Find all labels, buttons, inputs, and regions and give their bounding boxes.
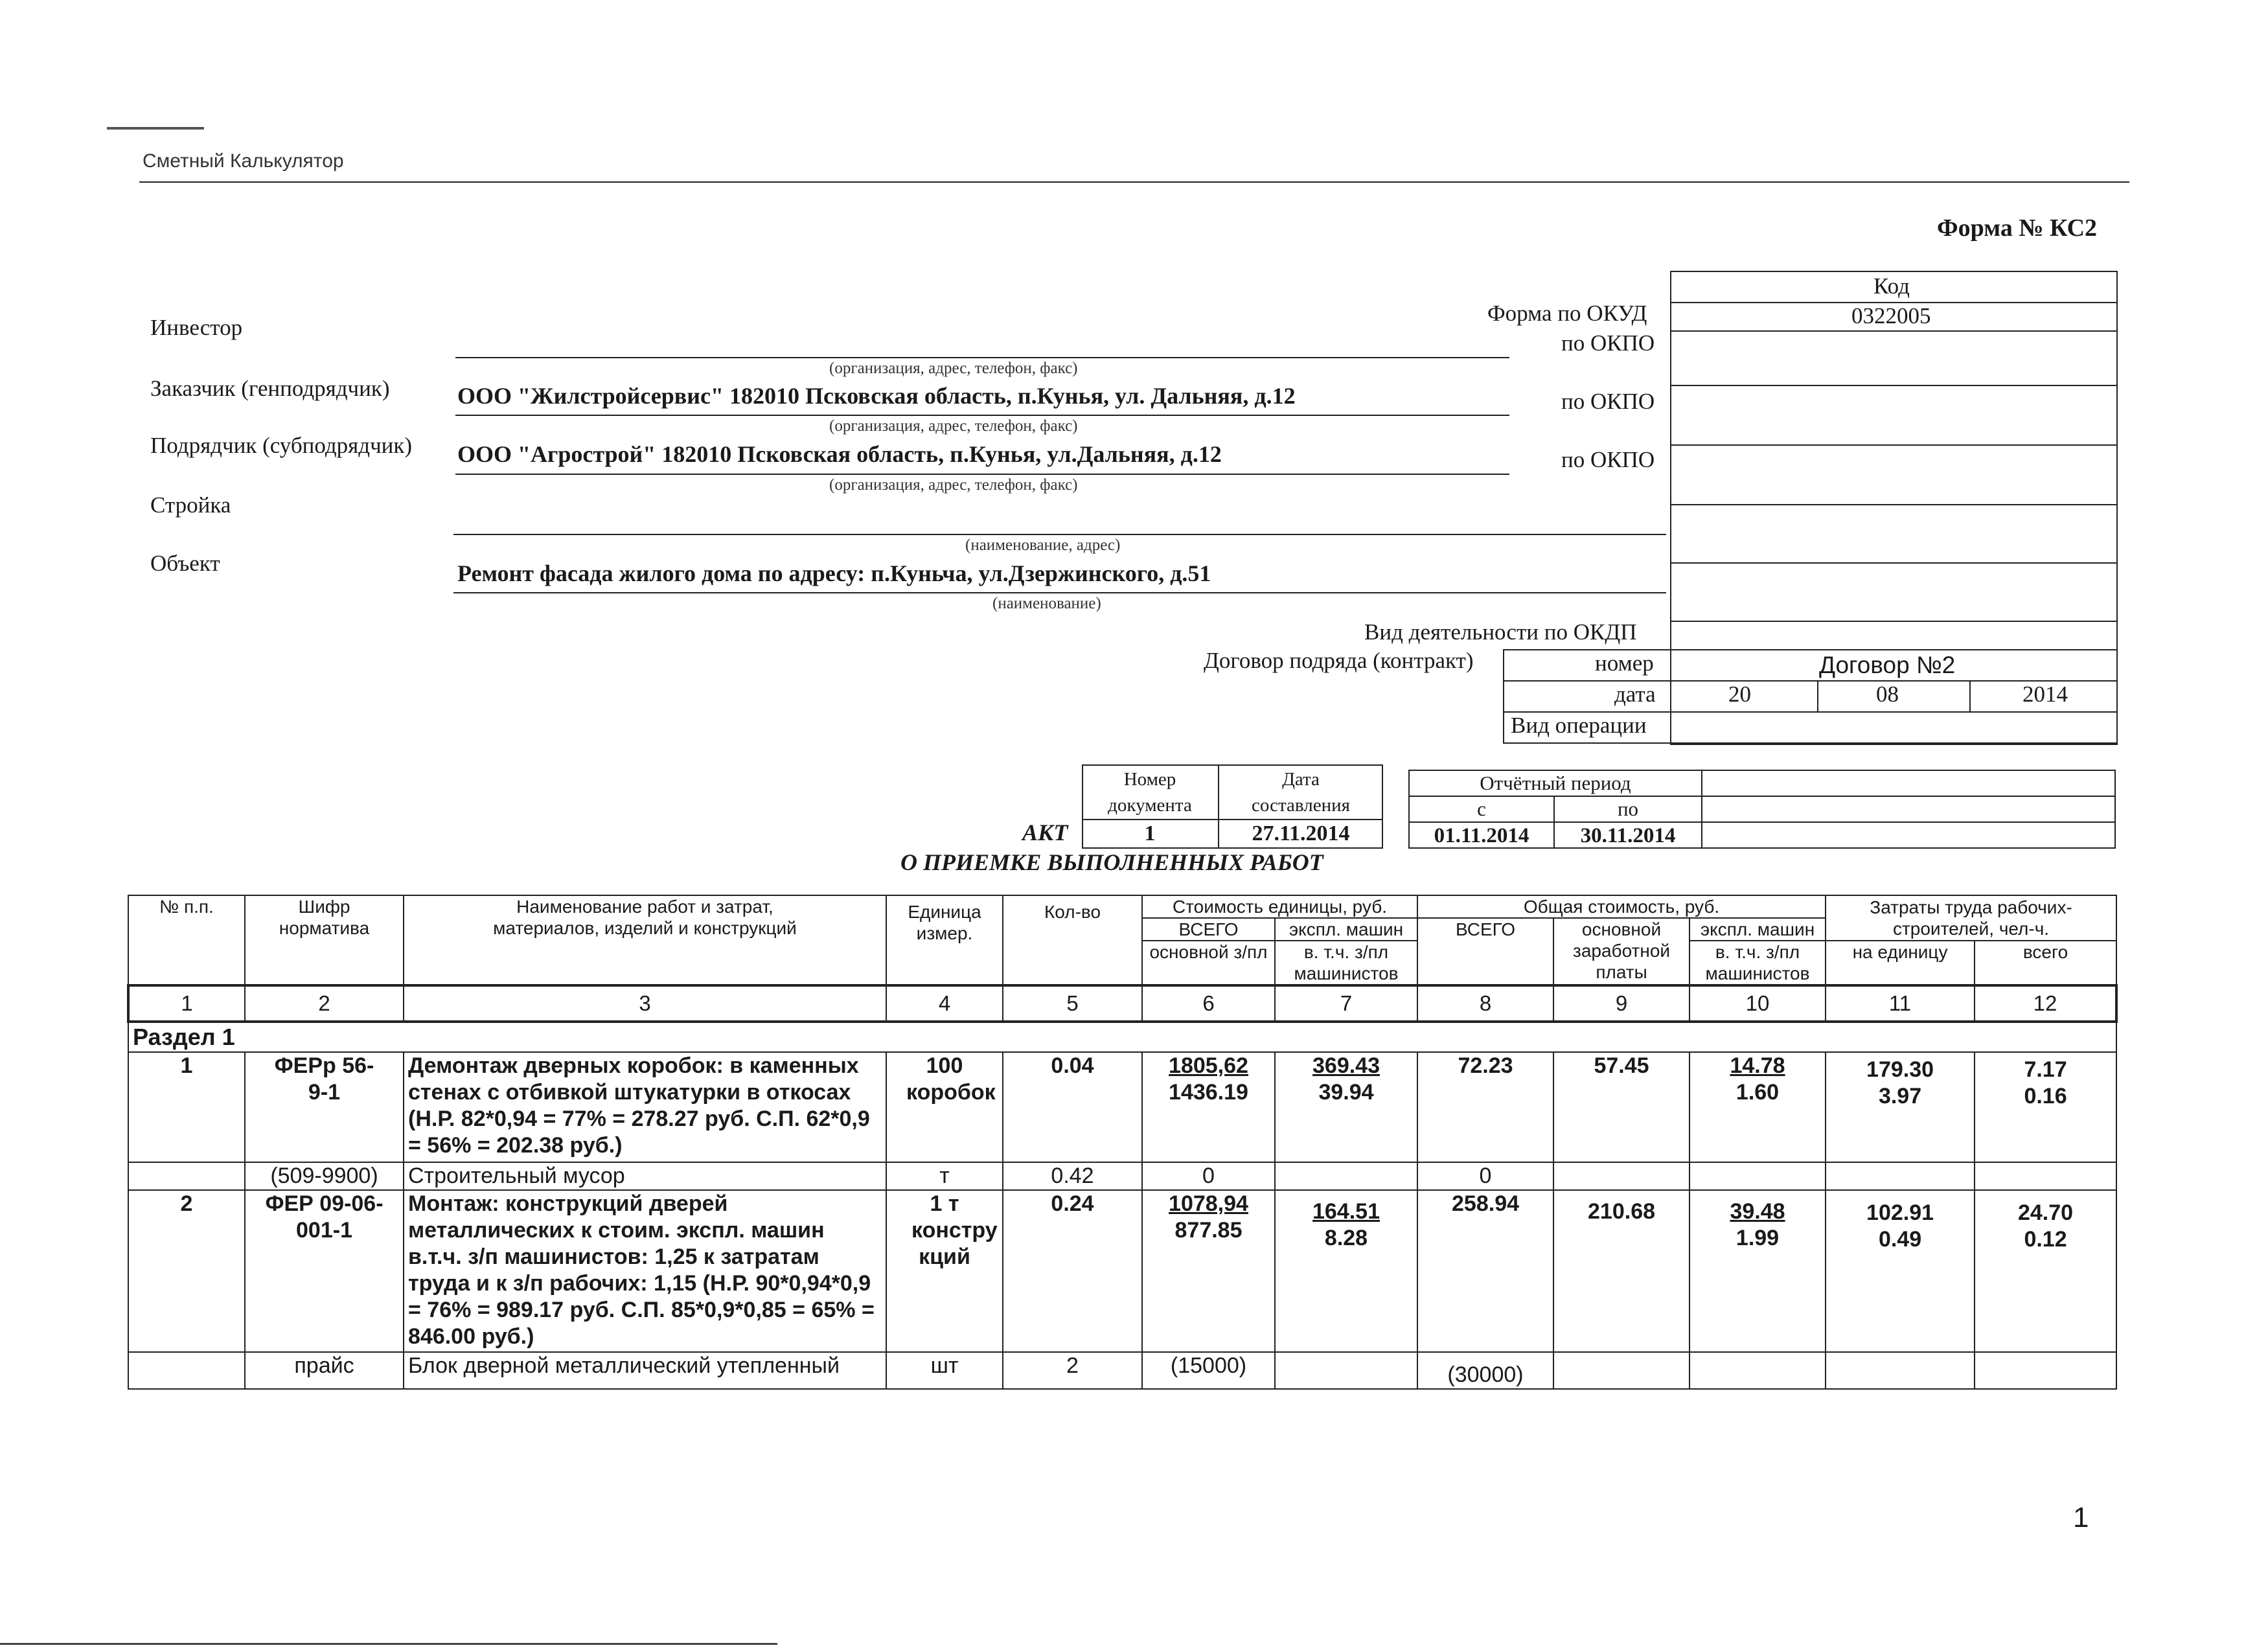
h-uc-mach: экспл. машин (1275, 918, 1417, 941)
h-tc-total: ВСЕГО (1417, 918, 1553, 985)
object-value: Ремонт фасада жилого дома по адресу: п.Куньча, ул.Дзержинского, д.51 (457, 560, 1211, 586)
form-title: Форма № КС2 (1937, 214, 2098, 242)
object-line (453, 592, 1666, 593)
row-uc-total (1142, 1190, 1275, 1352)
row-uc-total: 0 (1142, 1162, 1275, 1190)
header-rule (139, 181, 2129, 183)
codes-sep-7 (1670, 621, 2118, 622)
doc-date: 27.11.2014 (1252, 821, 1350, 845)
row-qty: 2 (1003, 1352, 1142, 1389)
doc-number: 1 (1144, 821, 1156, 845)
okud-value: 0322005 (1851, 303, 1931, 328)
h-tc-incl: в. т.ч. з/пл машинистов (1690, 941, 1826, 985)
column-number: 9 (1553, 985, 1690, 1022)
uc-incl-bottom: 8.28 (1324, 1226, 1368, 1250)
row-tc-total: 0 (1417, 1162, 1553, 1190)
row-uc-mach (1275, 1162, 1417, 1190)
okpo-label-2: по ОКПО (1561, 389, 1655, 414)
row-unit: 100 коробок (886, 1052, 1003, 1162)
codes-sep-4 (1670, 444, 2118, 446)
investor-label: Инвестор (150, 315, 243, 340)
h-total-cost: Общая стоимость, руб. (1417, 895, 1826, 918)
row-lab-unit (1826, 1162, 1975, 1190)
lab-all-b: 0.16 (2024, 1084, 2067, 1108)
codes-sep-3 (1670, 385, 2118, 386)
date-year: 2014 (2022, 682, 2068, 707)
row-lab-unit (1826, 1052, 1975, 1162)
uc-incl-bottom: 39.94 (1318, 1080, 1374, 1105)
row-tc-total: (30000) (1417, 1352, 1553, 1389)
row-unit: шт (886, 1352, 1003, 1389)
h-uc-total: ВСЕГО (1142, 918, 1275, 941)
row-uc-mach (1275, 1052, 1417, 1162)
table-row (128, 1190, 2116, 1352)
column-number: 12 (1975, 985, 2116, 1022)
tc-incl-bottom: 1.99 (1735, 1226, 1780, 1250)
row-lab-all (1975, 1162, 2116, 1190)
row-uc-total (1142, 1052, 1275, 1162)
row-lab-unit (1826, 1352, 1975, 1389)
uc-mach-top: 369.43 (1312, 1053, 1380, 1078)
h-unit-cost: Стоимость единицы, руб. (1142, 895, 1417, 918)
row-tc-mach (1690, 1190, 1826, 1352)
h-tc-base: основной заработной платы (1553, 918, 1690, 985)
row-tc-base: 210.68 (1553, 1190, 1690, 1352)
doc-date-header: Дата составления (1252, 769, 1350, 816)
row-uc-mach (1275, 1190, 1417, 1352)
column-number: 10 (1690, 985, 1826, 1022)
doc-number-header: Номер документа (1108, 769, 1192, 816)
row-lab-all (1975, 1052, 2116, 1162)
okdp-label: Вид деятельности по ОКДП (1364, 619, 1637, 645)
row-uc-mach (1275, 1352, 1417, 1389)
row-num (128, 1352, 245, 1389)
row-tc-mach (1690, 1052, 1826, 1162)
h-num: № п.п. (128, 895, 245, 985)
codes-sep-6 (1670, 562, 2118, 564)
row-num: 1 (128, 1052, 245, 1162)
contractor-value: ООО "Агрострой" 182010 Псковская область, п.Кунья, ул.Дальняя, д.12 (457, 441, 1222, 467)
row-qty: 0.04 (1003, 1052, 1142, 1162)
row-qty: 0.24 (1003, 1190, 1142, 1352)
h-per-unit: на единицу (1826, 941, 1975, 985)
codes-sep-5 (1670, 504, 2118, 505)
uc-base-bottom: 1436.19 (1169, 1080, 1248, 1105)
customer-value: ООО "Жилстройсервис" 182010 Псковская область, п.Кунья, ул. Дальняя, д.12 (457, 383, 1296, 409)
row-tc-total: 72.23 (1417, 1052, 1553, 1162)
customer-hint: (организация, адрес, телефон, факс) (829, 417, 1078, 435)
operation-label: Вид операции (1511, 713, 1647, 738)
period-to-label: по (1617, 797, 1639, 820)
table-row (128, 1162, 2116, 1190)
row-tc-base (1553, 1352, 1690, 1389)
h-qty: Кол-во (1003, 895, 1142, 985)
lab-all-b: 0.12 (2024, 1227, 2067, 1252)
column-numbers-row (128, 985, 2116, 1022)
row-code: ФЕР 09-06-001-1 (245, 1190, 404, 1352)
okud-label: Форма по ОКУД (1487, 301, 1647, 326)
construction-label: Стройка (150, 492, 231, 518)
uc-base-bottom: 877.85 (1174, 1218, 1243, 1243)
h-tc-mach: экспл. машин (1690, 918, 1826, 941)
row-unit: т (886, 1162, 1003, 1190)
row-qty: 0.42 (1003, 1162, 1142, 1190)
column-number: 6 (1142, 985, 1275, 1022)
bottom-edge-rule (0, 1643, 777, 1645)
row-num (128, 1162, 245, 1190)
act-title: О ПРИЕМКЕ ВЫПОЛНЕННЫХ РАБОТ (900, 849, 1323, 875)
h-uc-base: основной з/пл (1142, 941, 1275, 985)
lab-unit-b: 3.97 (1878, 1084, 1922, 1108)
customer-label: Заказчик (генподрядчик) (150, 376, 390, 401)
period-to-value: 30.11.2014 (1580, 823, 1676, 847)
row-tc-mach (1690, 1162, 1826, 1190)
contract-label: Договор подряда (контракт) (1204, 648, 1474, 673)
page-number: 1 (2073, 1502, 2089, 1533)
row-lab-unit (1826, 1190, 1975, 1352)
code-header: Код (1873, 273, 1910, 299)
row-uc-total: (15000) (1142, 1352, 1275, 1389)
okpo-label-3: по ОКПО (1561, 447, 1655, 472)
row-name: Строительный мусор (404, 1162, 886, 1190)
h-name: Наименование работ и затрат, материалов, изделий и конструкций (404, 895, 886, 985)
h-uc-incl: в. т.ч. з/пл машинистов (1275, 941, 1417, 985)
row-tc-base (1553, 1162, 1690, 1190)
column-number: 8 (1417, 985, 1553, 1022)
row-code: ФЕРр 56-9-1 (245, 1052, 404, 1162)
date-day: 20 (1728, 682, 1751, 707)
period-vsep-1 (1701, 770, 1702, 849)
lab-unit-a: 102.91 (1866, 1200, 1934, 1225)
lab-all-a: 24.70 (2017, 1200, 2074, 1225)
customer-line (455, 415, 1509, 416)
uc-mach-top: 164.51 (1312, 1199, 1380, 1224)
row-code: прайс (245, 1352, 404, 1389)
row-tc-base: 57.45 (1553, 1052, 1690, 1162)
table-row (128, 1352, 2116, 1389)
header-top-mark (107, 127, 204, 130)
lab-unit-a: 179.30 (1866, 1057, 1934, 1082)
contractor-label: Подрядчик (субподрядчик) (150, 433, 413, 458)
object-hint: (наименование) (992, 595, 1101, 612)
investor-line (455, 357, 1509, 358)
date-month: 08 (1876, 682, 1899, 707)
h-code: Шифр норматива (245, 895, 404, 985)
row-lab-all (1975, 1190, 2116, 1352)
act-label: АКТ (1022, 820, 1068, 845)
app-name: Сметный Калькулятор (143, 150, 344, 172)
column-number: 11 (1826, 985, 1975, 1022)
column-number: 1 (128, 985, 245, 1022)
tc-mach-top: 14.78 (1730, 1053, 1785, 1078)
table-row (128, 1052, 2116, 1162)
row-unit: 1 т констру кций (886, 1190, 1003, 1352)
column-number: 4 (886, 985, 1003, 1022)
number-label: номер (1595, 650, 1654, 676)
works-table (127, 895, 2118, 1390)
column-number: 7 (1275, 985, 1417, 1022)
number-value: Договор №2 (1819, 652, 1956, 678)
section-title: Раздел 1 (128, 1022, 2116, 1052)
row-code: (509-9900) (245, 1162, 404, 1190)
date-vsep-2 (1969, 680, 1971, 711)
tc-incl-bottom: 1.60 (1735, 1080, 1780, 1105)
period-from-label: с (1477, 797, 1486, 820)
contractor-hint: (организация, адрес, телефон, факс) (829, 476, 1078, 494)
row-name: Блок дверной металлический утепленный (404, 1352, 886, 1389)
object-label: Объект (150, 551, 220, 576)
date-vsep-1 (1817, 680, 1818, 711)
contract-vsep (1670, 649, 1671, 744)
construction-hint: (наименование, адрес) (965, 536, 1121, 554)
h-all: всего (1975, 941, 2116, 985)
row-name: Демонтаж дверных коробок: в каменных стенах с отбивкой штукатурки в откосах (Н.Р. 82*0,94 = 77% = 278.27 руб. С.П. 62*0,9 = 56% = 202.38 руб.) (404, 1052, 886, 1162)
row-tc-total: 258.94 (1417, 1190, 1553, 1352)
period-from-value: 01.11.2014 (1434, 823, 1529, 847)
lab-unit-b: 0.49 (1878, 1227, 1922, 1252)
h-labor: Затраты труда рабочих-строителей, чел-ч. (1826, 895, 2116, 941)
date-label: дата (1614, 682, 1656, 707)
investor-hint: (организация, адрес, телефон, факс) (829, 360, 1078, 377)
construction-line (453, 534, 1666, 535)
row-lab-all (1975, 1352, 2116, 1389)
uc-total-top: 1078,94 (1169, 1191, 1248, 1216)
codes-sep-2 (1670, 330, 2118, 332)
lab-all-a: 7.17 (2024, 1057, 2067, 1082)
period-header: Отчётный период (1480, 772, 1631, 794)
uc-total-top: 1805,62 (1169, 1053, 1248, 1078)
okpo-label-1: по ОКПО (1561, 330, 1655, 356)
column-number: 3 (404, 985, 886, 1022)
row-tc-mach (1690, 1352, 1826, 1389)
row-num: 2 (128, 1190, 245, 1352)
column-number: 2 (245, 985, 404, 1022)
row-name: Монтаж: конструкций дверей металлических к стоим. экспл. машин в.т.ч. з/п машинистов: 1,25 к затратам труда и к з/п рабочих: 1,15 (Н.Р. 90*0,94*0,9 = 76% = 989.17 руб. С.П. 85*0,9*0,85 = 65% = 846.00 руб.) (404, 1190, 886, 1352)
tc-mach-top: 39.48 (1730, 1199, 1785, 1224)
contractor-line (455, 474, 1509, 475)
h-unit: Единица измер. (886, 895, 1003, 985)
column-number: 5 (1003, 985, 1142, 1022)
